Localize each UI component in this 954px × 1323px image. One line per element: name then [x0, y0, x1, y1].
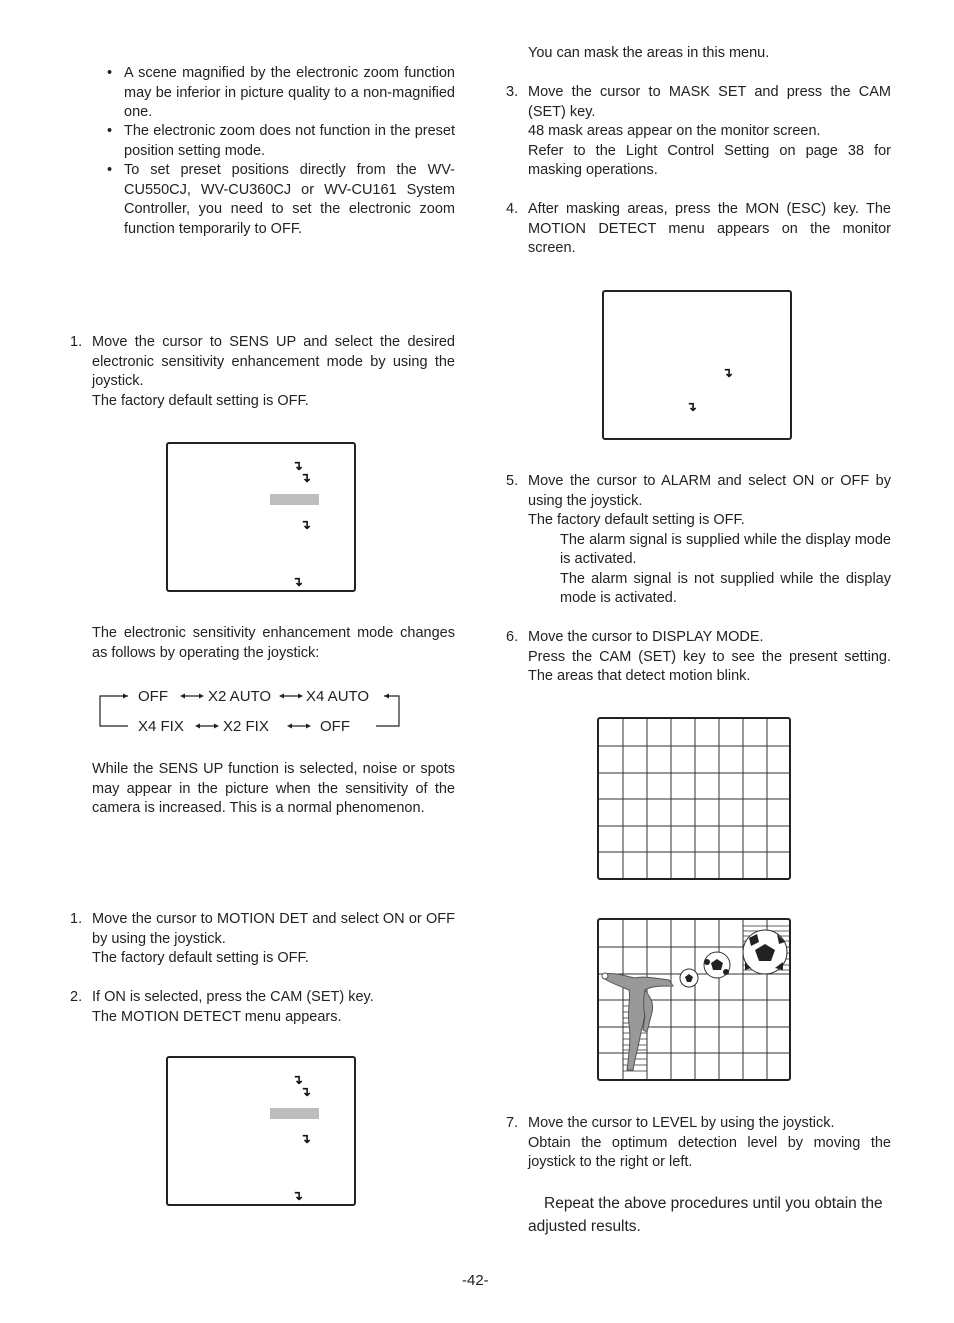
step-sub: The MOTION DETECT menu appears.: [92, 1008, 342, 1025]
step-number: 7.: [506, 1115, 519, 1131]
step-text: Move the cursor to ALARM and select ON or OFF by using the joystick.: [528, 473, 891, 509]
mask-grid: [599, 719, 789, 878]
return-arrow-icon: ↴: [300, 470, 311, 485]
return-arrow-icon: ↴: [292, 1188, 303, 1203]
sensup-note: While the SENS UP function is selected, noise or spots may appear in the picture when the sensitivity of the camera is increased. This is a normal phenomenon.: [92, 761, 455, 816]
bullet-text: The electronic zoom does not function in the preset position setting mode.: [124, 123, 455, 159]
step-text: Move the cursor to LEVEL by using the joystick.: [528, 1115, 835, 1131]
sequence-x2-fix: X2 FIX: [223, 718, 269, 735]
step-sub: Press the CAM (SET) key to see the present setting. The areas that detect motion blink.: [528, 648, 891, 684]
step-4: [506, 200, 891, 259]
step-text: Move the cursor to DISPLAY MODE.: [528, 629, 764, 645]
page-number: -42-: [462, 1272, 489, 1289]
motion-grid-illustration: [599, 920, 789, 1079]
alarm-on-text: The alarm signal is supplied while the display mode is activated.: [560, 531, 891, 567]
step-number: 1.: [70, 334, 83, 350]
sequence-off: OFF: [138, 688, 168, 705]
return-arrow-icon: ↴: [292, 574, 303, 589]
return-arrow-icon: ↴: [292, 458, 303, 473]
motion-step-2: [70, 988, 455, 1027]
step-7: [506, 1114, 891, 1173]
return-arrow-icon: ↴: [300, 1084, 311, 1099]
step-5: [506, 472, 891, 609]
highlighted-menu-item: [270, 1108, 319, 1119]
step-text: After masking areas, press the MON (ESC) key. The MOTION DETECT menu appears on the monitor screen.: [528, 201, 891, 256]
step-number: 3.: [506, 84, 519, 100]
step-default: The factory default setting is OFF.: [92, 392, 309, 409]
camera-setup-menu-screen: [166, 442, 356, 592]
motion-detect-menu-screen: [166, 1056, 356, 1206]
final-note: Repeat the above procedures until you obtain the adjusted results.: [528, 1195, 883, 1235]
bullet-item: [107, 122, 455, 161]
step-text: Move the cursor to MASK SET and press the CAM (SET) key.: [528, 84, 891, 120]
step-6: [506, 628, 891, 687]
bullet-item: [107, 161, 455, 239]
return-arrow-icon: ↴: [686, 399, 697, 414]
sequence-off-2: OFF: [320, 718, 350, 735]
alarm-off-text: The alarm signal is not supplied while the display mode is activated.: [560, 570, 891, 606]
mask-intro: You can mask the areas in this menu.: [528, 45, 770, 61]
step-default: The factory default setting is OFF.: [92, 950, 309, 966]
motion-step-1: [70, 910, 455, 969]
step-number: 6.: [506, 629, 519, 645]
step-number: 2.: [70, 989, 83, 1005]
bullet-dot: •: [107, 123, 113, 139]
step-sub: Refer to the Light Control Setting on page 38 for masking operations.: [528, 142, 891, 178]
sequence-x2-auto: X2 AUTO: [208, 688, 272, 705]
mask-grid-screen: [597, 717, 791, 880]
return-arrow-icon: ↴: [722, 365, 733, 380]
return-arrow-icon: ↴: [292, 1072, 303, 1087]
step-text: Move the cursor to SENS UP and select the desired electronic sensitivity enhancement mode by using the joystick.: [92, 334, 455, 389]
step-number: 4.: [506, 201, 519, 217]
sensup-step-1: [70, 333, 455, 411]
step-number: 1.: [70, 911, 83, 927]
sequence-x4-fix: X4 FIX: [138, 718, 184, 735]
step-3: [506, 83, 891, 181]
step-default: The factory default setting is OFF.: [528, 512, 745, 528]
return-arrow-icon: ↴: [300, 1131, 311, 1146]
bullet-dot: •: [107, 162, 113, 178]
motion-detect-menu-screen-2: [602, 290, 792, 440]
step-text: Move the cursor to MOTION DET and select ON or OFF by using the joystick.: [92, 911, 455, 947]
step-sub: 48 mask areas appear on the monitor screen.: [528, 123, 821, 139]
sequence-x4-auto: X4 AUTO: [306, 688, 370, 705]
return-arrow-icon: ↴: [300, 517, 311, 532]
sensup-changes-text: The electronic sensitivity enhancement mode changes as follows by operating the joystick:: [92, 625, 455, 661]
motion-display-screen: [597, 918, 791, 1081]
bullet-item: [107, 64, 455, 123]
bullet-text: A scene magnified by the electronic zoom function may be inferior in picture quality to a non-magnified one.: [124, 65, 455, 120]
highlighted-menu-item: [270, 494, 319, 505]
bullet-text: To set preset positions directly from the WV-CU550CJ, WV-CU360CJ or WV-CU161 System Controller, you need to set the electronic zoom function temporarily to OFF.: [124, 162, 455, 237]
bullet-dot: •: [107, 65, 113, 81]
step-text: If ON is selected, press the CAM (SET) key.: [92, 989, 374, 1005]
step-sub: Obtain the optimum detection level by moving the joystick to the right or left.: [528, 1134, 891, 1170]
step-number: 5.: [506, 473, 519, 489]
